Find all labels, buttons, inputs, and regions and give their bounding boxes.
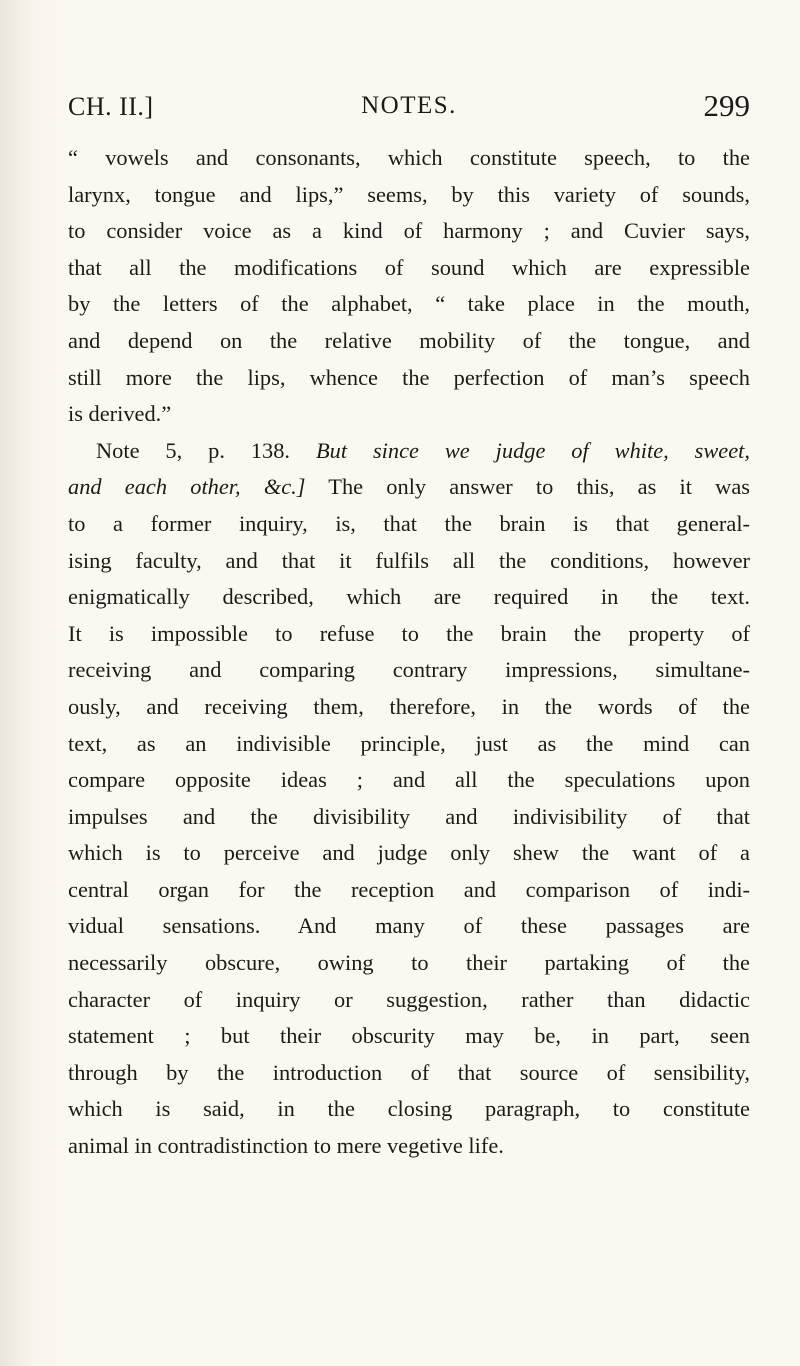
- text-line: It is impossible to refuse to the brain the property of: [68, 620, 750, 646]
- section-title: NOTES.: [361, 92, 457, 119]
- text-line: to a former inquiry, is, that the brain is that general-: [68, 510, 750, 536]
- text-line: compare opposite ideas ; and all the speculations upon: [68, 767, 750, 793]
- text-line: impulses and the divisibility and indivisibility of that: [68, 803, 750, 829]
- text-line: to consider voice as a kind of harmony ; and Cuvier says,: [68, 218, 750, 244]
- page-number: 299: [703, 88, 750, 123]
- text-line: “ vowels and consonants, which constitute speech, to the: [68, 145, 750, 170]
- text-line: animal in contradistinction to mere vegetive life.: [68, 1133, 504, 1159]
- text-line: that all the modifications of sound which are expressible: [68, 254, 750, 280]
- text-line: vidual sensations. And many of these passages are: [68, 913, 750, 939]
- body-text: [68, 140, 750, 1165]
- chapter-label: CH. II.]: [68, 92, 154, 121]
- note-line-rest: The only answer to this, as it was: [328, 474, 750, 500]
- text-line: statement ; but their obscurity may be, in part, seen: [68, 1023, 750, 1049]
- text-line: by the letters of the alphabet, “ take place in the mouth,: [68, 291, 750, 317]
- text-line: which is said, in the closing paragraph, to constitute: [68, 1096, 750, 1122]
- text-line: character of inquiry or suggestion, rather than didactic: [68, 986, 750, 1012]
- text-line: necessarily obscure, owing to their partaking of the: [68, 950, 750, 976]
- text-line: central organ for the reception and comparison of indi-: [68, 876, 750, 902]
- text-line: ising faculty, and that it fulfils all the conditions, however: [68, 547, 750, 573]
- text-line: enigmatically described, which are required in the text.: [68, 584, 750, 610]
- text-line: larynx, tongue and lips,” seems, by this variety of sounds,: [68, 181, 750, 207]
- note-reference: Note 5, p. 138.: [96, 437, 291, 463]
- running-head: [68, 88, 750, 128]
- note-quote-part2: and each other, &c.]: [68, 474, 306, 500]
- text-line: receiving and comparing contrary impressions, simultane-: [68, 657, 750, 683]
- note-heading-line: [68, 433, 750, 470]
- text-line: text, as an indivisible principle, just as the mind can: [68, 730, 750, 756]
- note-second-line: [68, 469, 750, 506]
- text-line: is derived.”: [68, 401, 172, 427]
- note-quote-part1: But since we judge of white, sweet,: [315, 437, 750, 463]
- text-line: ously, and receiving them, therefore, in the words of the: [68, 693, 750, 719]
- text-line: through by the introduction of that source of sensibility,: [68, 1059, 750, 1085]
- text-line: and depend on the relative mobility of the tongue, and: [68, 327, 750, 353]
- text-line: which is to perceive and judge only shew the want of a: [68, 840, 750, 866]
- text-line: still more the lips, whence the perfection of man’s speech: [68, 364, 750, 390]
